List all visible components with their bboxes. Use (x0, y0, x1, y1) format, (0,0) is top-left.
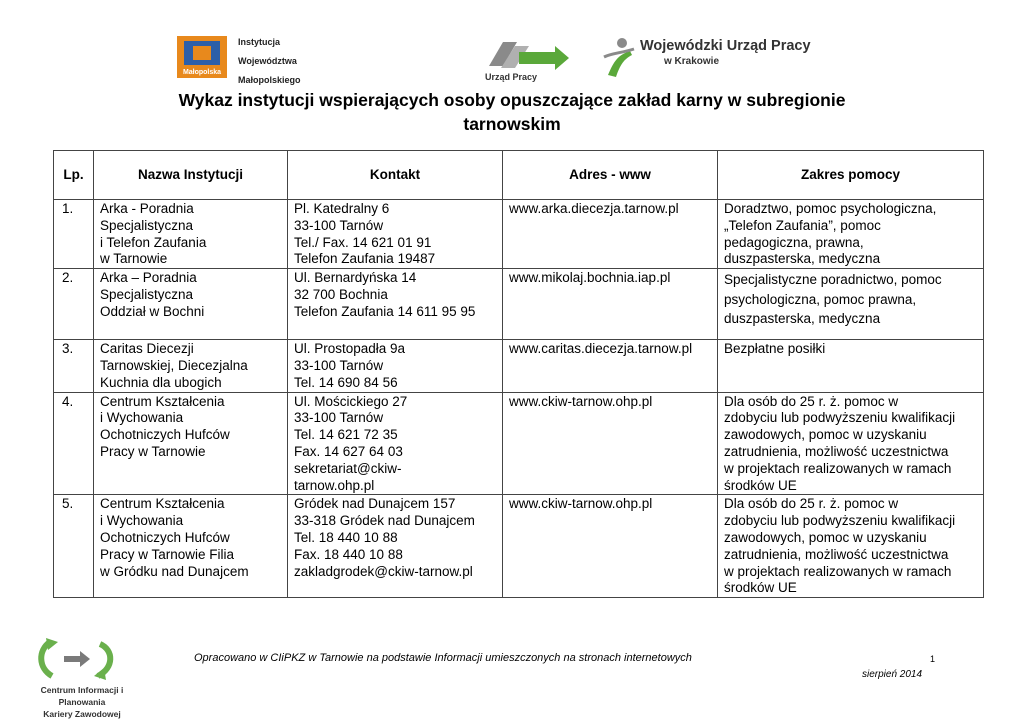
institution-scope: Dla osób do 25 r. ż. pomoc w zdobyciu lub podwyższeniu kwalifikacji zawodowych, pomoc w uzyskaniu zatrudnienia, możliwość uczestnictwa w projektach realizowanych w ramach środków UE (718, 392, 984, 495)
institution-name: Arka – Poradnia Specjalistyczna Oddział w Bochni (94, 269, 288, 340)
page-title-line-1: Wykaz instytucji wspierających osoby opuszczające zakład karny w subregionie (178, 90, 846, 110)
wup-subtitle: w Krakowie (664, 56, 720, 67)
row-number: 4. (54, 392, 94, 495)
wup-figure-icon (600, 35, 640, 79)
column-header-lp: Lp. (54, 151, 94, 200)
institution-www-link[interactable]: www.arka.diecezja.tarnow.pl (503, 200, 718, 269)
row-number: 3. (54, 340, 94, 392)
footer-date: sierpień 2014 (862, 669, 923, 680)
page-title (120, 88, 904, 136)
table-row (54, 495, 984, 598)
institution-www-link[interactable]: www.ckiw-tarnow.ohp.pl (503, 495, 718, 598)
malopolska-logo (177, 36, 227, 78)
column-header-contact: Kontakt (288, 151, 503, 200)
row-number: 1. (54, 200, 94, 269)
institution-contact: Ul. Mościckiego 27 33-100 Tarnów Tel. 14 621 72 35 Fax. 14 627 64 03 sekretariat@ckiw- tarnow.ohp.pl (288, 392, 503, 495)
row-number: 2. (54, 269, 94, 340)
institution-name: Arka - Poradnia Specjalistyczna i Telefon Zaufania w Tarnowie (94, 200, 288, 269)
table-row (54, 269, 984, 340)
wup-title: Wojewódzki Urząd Pracy (640, 38, 811, 54)
cip-label: Centrum Informacji i Planowania Kariery Zawodowej (40, 685, 124, 719)
wup-logo (600, 35, 640, 79)
institution-www-link[interactable]: www.ckiw-tarnow.ohp.pl (503, 392, 718, 495)
urzad-pracy-arrows-icon (483, 38, 573, 72)
column-header-www: Adres - www (503, 151, 718, 200)
institution-name: Centrum Kształcenia i Wychowania Ochotniczych Hufców Pracy w Tarnowie Filia w Gródku nad Dunajcem (94, 495, 288, 598)
institution-contact: Gródek nad Dunajcem 157 33-318 Gródek nad Dunajcem Tel. 18 440 10 88 Fax. 18 440 10 88 zakladgrodek@ckiw-tarnow.pl (288, 495, 503, 598)
footer-note: Opracowano w CIiPKZ w Tarnowie na podstawie Informacji umieszczonych na stronach internetowych (194, 652, 692, 664)
page-title-line-2: tarnowskim (463, 114, 561, 134)
institution-contact: Ul. Prostopadła 9a 33-100 Tarnów Tel. 14 690 84 56 (288, 340, 503, 392)
institution-contact: Pl. Katedralny 6 33-100 Tarnów Tel./ Fax. 14 621 01 91 Telefon Zaufania 19487 (288, 200, 503, 269)
table-header-row (54, 151, 984, 200)
institution-www-link[interactable]: www.caritas.diecezja.tarnow.pl (503, 340, 718, 392)
urzad-pracy-caption: Urząd Pracy (485, 72, 538, 82)
institution-scope: Specjalistyczne poradnictwo, pomoc psychologiczna, pomoc prawna, duszpasterska, medyczna (718, 269, 984, 340)
institution-www-link[interactable]: www.mikolaj.bochnia.iap.pl (503, 269, 718, 340)
malopolska-logo-caption: Małopolska (182, 69, 222, 76)
column-header-scope: Zakres pomocy (718, 151, 984, 200)
institutions-table (53, 150, 984, 598)
cip-arrows-icon (36, 636, 120, 682)
table-row (54, 200, 984, 269)
column-header-name: Nazwa Instytucji (94, 151, 288, 200)
institution-name: Caritas Diecezji Tarnowskiej, Diecezjalna Kuchnia dla ubogich (94, 340, 288, 392)
institution-name: Centrum Kształcenia i Wychowania Ochotniczych Hufców Pracy w Tarnowie (94, 392, 288, 495)
urzad-pracy-logo (483, 38, 573, 82)
table-row (54, 392, 984, 495)
institution-scope: Dla osób do 25 r. ż. pomoc w zdobyciu lub podwyższeniu kwalifikacji zawodowych, pomoc w uzyskaniu zatrudnienia, możliwość uczestnictwa w projektach realizowanych w ramach środków UE (718, 495, 984, 598)
institution-contact: Ul. Bernardyńska 14 32 700 Bochnia Telefon Zaufania 14 611 95 95 (288, 269, 503, 340)
table-row (54, 340, 984, 392)
institution-label: Instytucja Województwa Małopolskiego (238, 37, 301, 85)
institution-scope: Doradztwo, pomoc psychologiczna, „Telefon Zaufania”, pomoc pedagogiczna, prawna, duszpasterska, medyczna (718, 200, 984, 269)
cip-logo (36, 636, 120, 682)
page-number: 1 (930, 654, 936, 664)
institution-scope: Bezpłatne posiłki (718, 340, 984, 392)
row-number: 5. (54, 495, 94, 598)
